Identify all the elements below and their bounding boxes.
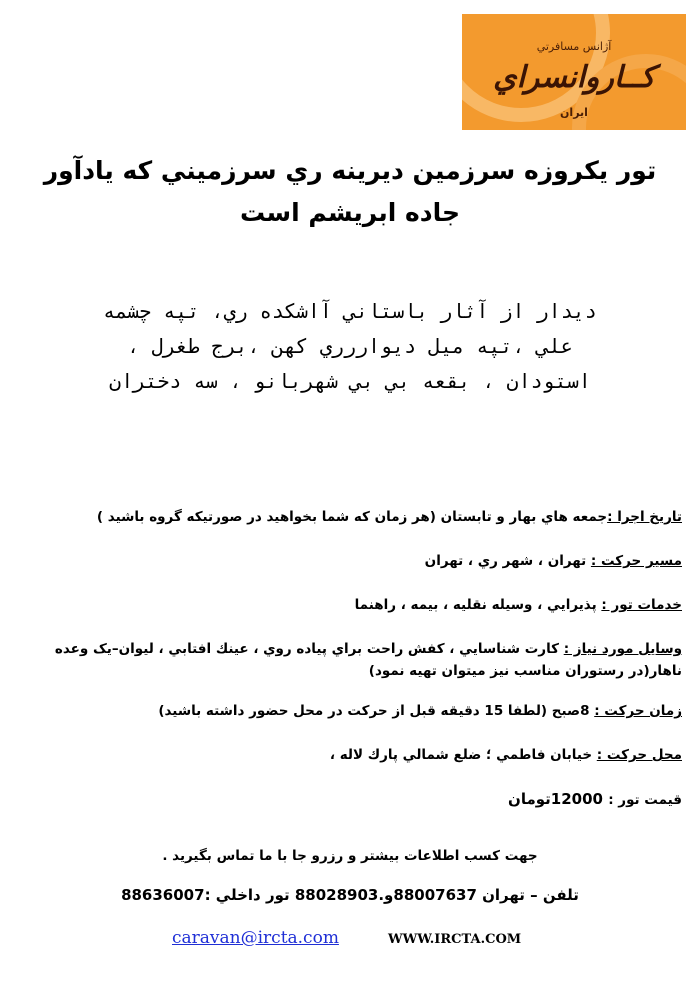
- route-value: تهران ، شهر ري ، تهران: [424, 553, 591, 569]
- detail-services: [18, 594, 682, 616]
- items-value: كارت شناسايي ، كفش راحت براي پياده روي ، عينك افتابي ، ليوان–يک وعده ناهار(در رستوران مناسب نيز ميتوان تهيه نمود): [54, 641, 682, 679]
- price-value: 12000تومان: [508, 790, 609, 808]
- detail-time: [18, 700, 682, 722]
- place-label: محل حركت :: [596, 747, 682, 763]
- page-title: [20, 150, 680, 234]
- detail-items: [18, 638, 682, 682]
- title-line-1: تور يكروزه سرزمين ديرينه ري سرزميني كه يادآور: [43, 156, 657, 185]
- highlights-line-2: علي ،تپه ميل ديواررري كهن ،برج طغرل ،: [127, 334, 573, 358]
- items-label: وسايل مورد نياز :: [563, 641, 682, 657]
- detail-place: [18, 744, 682, 766]
- contact-phones: تلفن – تهران 88007637و.88028903 تور داخلي :88636007: [121, 886, 579, 904]
- place-value: خيابان فاطمي ؛ ضلع شمالي پارك لاله ،: [329, 747, 597, 763]
- price-label: قيمت تور :: [608, 792, 682, 808]
- highlights-line-3: استودان ، بقعه بي بي شهربانو ، سه دختران: [109, 369, 591, 393]
- detail-route: [18, 550, 682, 572]
- services-label: خدمات تور :: [601, 597, 682, 613]
- logo-sub-text: ايران: [560, 106, 588, 119]
- email-link[interactable]: caravan@ircta.com: [172, 928, 339, 948]
- date-value: جمعه هاي بهار و تابستان (هر زمان كه شما بخواهيد در صورتيكه گروه باشيد ): [96, 509, 608, 525]
- route-label: مسير حركت :: [590, 553, 682, 569]
- tour-details: [18, 506, 682, 833]
- time-value: 8صبح (لطفا 15 دقيقه قبل از حركت در محل حضور داشته باشيد): [158, 703, 595, 719]
- logo-main-text: كــاروانسراي: [493, 60, 655, 95]
- contact-invite: جهت كسب اطلاعات بيشتر و رزرو جا با ما تماس بگيريد .: [162, 848, 538, 864]
- detail-price: [18, 788, 682, 811]
- services-value: پذيرايي ، وسيله نقليه ، بيمه ، راهنما: [354, 597, 602, 613]
- detail-date: [18, 506, 682, 528]
- title-line-2: جاده ابريشم است: [240, 198, 460, 227]
- time-label: زمان حركت :: [594, 703, 682, 719]
- agency-logo: [462, 14, 686, 130]
- website-text: WWW.IRCTA.COM: [388, 932, 522, 947]
- logo-top-text: آژانس مسافرتي: [536, 40, 612, 53]
- date-label: تاريخ اجرا :: [607, 509, 682, 525]
- tour-highlights: [24, 294, 676, 399]
- highlights-line-1: ديدار از آثار باستاني آاشكده ري، تپه چشمه: [103, 299, 597, 323]
